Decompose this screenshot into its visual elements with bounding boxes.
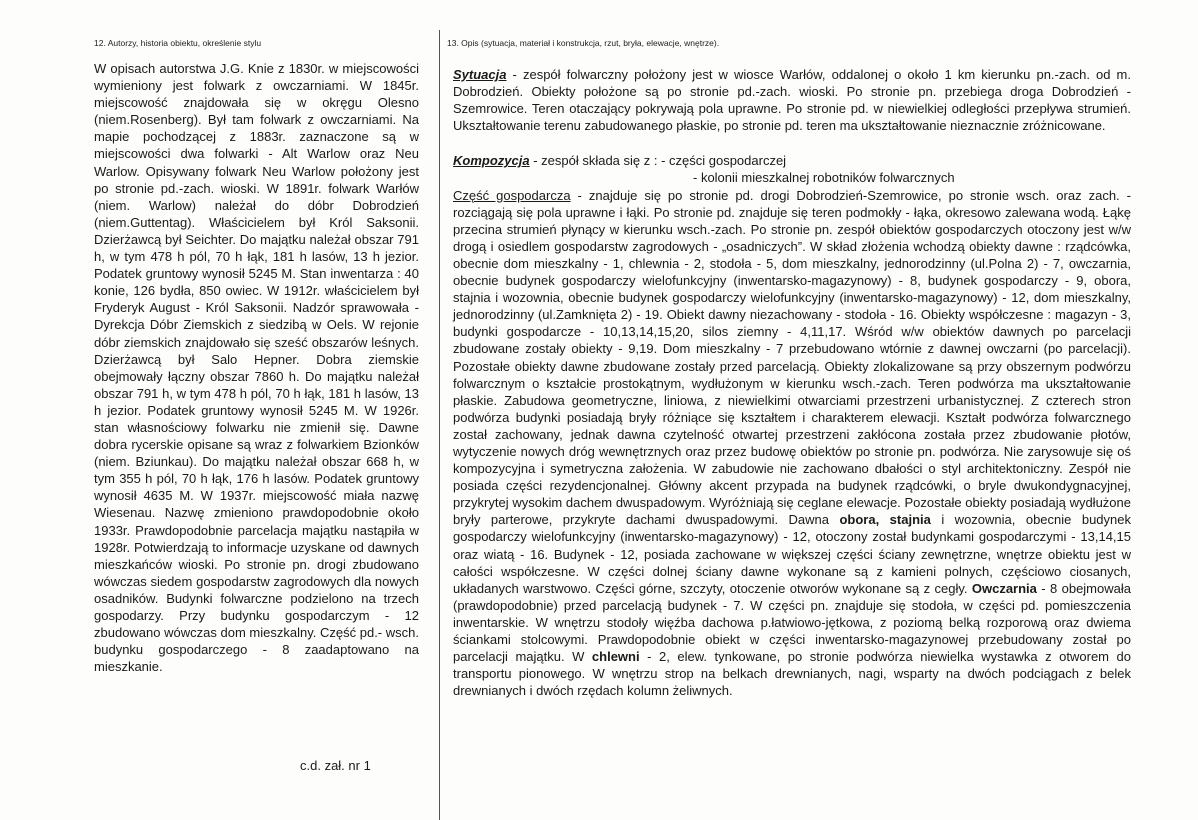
kompozycja-heading: Kompozycja bbox=[453, 153, 530, 169]
obora-stajnia-bold: obora, stajnia bbox=[839, 512, 931, 528]
kompozycja-item-2: - kolonii mieszkalnej robotników folwarcznych bbox=[693, 170, 955, 186]
czesc-text-3: - 8 obejmowała (prawdopodobnie) przed parcelacją budynek - 7. W części pn. znajduje się stodoła, w części pd. pomieszczenia inwentarskie. W wnętrzu stodoły więźba dachowa p.łatwiowo-jętkowa, z poziomą belką rozporową oraz dwiema ściankami stolcowymi. Prawdopodobnie obiekt w części inwentarsko-magazynowej przebudowany został po parcelacji majątku. W bbox=[453, 580, 1131, 665]
kompozycja-intro: - zespół składa się z : - części gospodarczej bbox=[529, 153, 787, 169]
chlewni-bold: chlewni bbox=[591, 649, 640, 665]
czesc-text-1: - znajduje się po stronie pd. drogi Dobrodzień-Szemrowice, po stronie wsch. oraz zach. - rozciągają się pola uprawne i łąki. Po stronie pd. znajduje się teren podmokły - łąka, okresowo zalewana wodą. Łąkę przecina strumień płynący w kierunku wsch.-zach. Po stronie pn. zespół obiektów gospodarczych otoczony jest w/w drogą i osiedlem gospodarstw zagrodowych - „osadniczych”. W skład złożenia wchodzą obiekty dawne : rządcówka, obecnie dom mieszkalny - 1, chlewnia - 2, stodoła - 5, dom mieszkalny, jednorodzinny (ul.Polna 2) - 7, owczarnia, obecnie budynek gospodarczy wielofunkcyjny (inwentarsko-magazynowy) - 8, budynek gospodarczy - 9, obora, stajnia i wozownia, obecnie budynek gospodarczy wielofunkcyjny (inwentarsko-magazynowy) - 12, dom mieszkalny, jednorodzinny (ul.Zamknięta 2) - 19. Obiekt dawny niezachowany - stodoła - 16. Obiekty współczesne : magazyn - 3, budynki gospodarcze - 10,13,14,15,20, silos ziemny - 4,11,17. Wśród w/w obiektów dawnych po parcelacji zbudowane zostały obiekty - 9,19. Dom mieszkalny - 7 przebudowano wtórnie z dawnej owczarni (po parcelacji). Pozostałe obiekty dawne zbudowane zostały przed parcelacją. Obiekty zlokalizowane są przy obszernym podwórzu folwarcznym o kształcie prostokątnym, wydłużonym w kierunku wsch.-zach. Teren podwórza ma ukształtowanie płaskie. Zabudowa geometryczne, liniowa, z niewielkimi otwarciami przestrzeni urbanistycznej. Z czterech stron podwórza budynki posiadają bryły różniące się kształtem i charakterem elewacji. Kształt podwórza folwarcznego został zachowany, jednak dawna czytelność otwartej przestrzeni zakłócona została przez zbudowanie płotów, wytyczenie nowych dróg wewnętrznych oraz przez budowę obiektów po stronie pn. podwórza. Nie zarysowuje się oś kompozycyjna i symetryczna założenia. W zabudowie nie zachowano dbałości o styl architektoniczny. Zespół nie posiada części rezydencjonalnej. Główny akcent przypada na budynek rządcówki, o bryle dwukondygnacyjnej, przykrytej wysokim dachem dwuspadowym. Wyróżniają się ceglane elewacje. Pozostałe obiekty posiadają wydłużone bryły parterowe, przykryte dachami dwuspadowymi. Dawna bbox=[453, 187, 1131, 528]
czesc-text-4: - 2, elew. tynkowane, po stronie podwórza niewielka wystawka z otworem do transportu pionowego. W wnętrzu strop na belkach drewnianych, nagi, wsparty na dwóch podciągach z belek drewnianych i dwóch rzędach kolumn żeliwnych. bbox=[453, 649, 1131, 699]
sytuacja-paragraph bbox=[453, 66, 1131, 134]
continuation-note: c.d. zał. nr 1 bbox=[300, 758, 371, 773]
section-13-header: 13. Opis (sytuacja, materiał i konstrukcja, rzut, bryła, elewacje, wnętrze). bbox=[447, 38, 720, 48]
kompozycja-paragraph bbox=[453, 152, 1131, 169]
description-column bbox=[453, 66, 1131, 699]
column-divider bbox=[439, 30, 440, 820]
czesc-gospodarcza-paragraph bbox=[453, 187, 1131, 700]
section-12-header: 12. Autorzy, historia obiektu, określenie stylu bbox=[94, 38, 262, 48]
sytuacja-text: - zespół folwarczny położony jest w wiosce Warłów, oddalonej o około 1 km kierunku pn.-zach. od m. Dobrodzień. Obiekty położone są po stronie pd.-zach. wioski. Po stronie pn. przebiega droga Dobrodzień - Szemrowice. Teren otaczający pokrywają pola uprawne. Po stronie pd. w niewielkiej odległości przepływa strumień. Ukształtowanie terenu zabudowanego płaskie, po stronie pd. teren ma ukształtowanie nieznacznie zróżnicowane. bbox=[453, 67, 1131, 134]
czesc-text-2: i wozownia, obecnie budynek gospodarczy wielofunkcyjny (inwentarsko-magazynowy) - 12, otoczony został budynkami gospodarczymi - 13,14,15 oraz wiatą - 16. Budynek - 12, posiada zachowane w większej części ściany zewnętrzne, wnętrze obiektu jest w całości współczesne. W części dolnej ściany dawne wykonane są z kamieni polnych, częściowo ciosanych, układanych warstwowo. Części górne, szczyty, otoczenie otworów wykonane są z cegły. bbox=[453, 512, 1131, 596]
owczarnia-bold: Owczarnia bbox=[971, 580, 1037, 596]
czesc-gospodarcza-heading: Część gospodarcza bbox=[453, 187, 571, 203]
history-text: W opisach autorstwa J.G. Knie z 1830r. w miejscowości wymieniony jest folwark z owczarniami. W 1845r. miejscowość znajdowała się w okręgu Olesno (niem.Rosenberg). Był tam folwark z owczarniami. Na mapie pochodzącej z 1883r. zaznaczone są w miejscowości dwa folwarki - Alt Warlow oraz Neu Warlow. Opisywany folwark Neu Warlow położony jest po stronie pd.-zach. wioski. W 1891r. folwark Warłów (niem. Warlow) należał do dóbr Dobrodzień (niem.Guttentag). Właścicielem był Król Saksonii. Dzierżawcą był Seichter. Do majątku należał obszar 791 h, w tym 478 h pól, 70 h łąk, 181 h lasów, 13 h jezior. Podatek gruntowy wynosił 5245 M. Stan inwentarza : 40 konie, 126 bydła, 850 owiec. W 1912r. właścicielem był Fryderyk August - Król Saksonii. Nadzór sprawowała - Dyrekcja Dóbr Ziemskich z siedzibą w Oels. W rejonie dóbr ziemskich znajdowało się sześć obszarów leśnych. Dzierżawcą był Salo Hepner. Dobra ziemskie obejmowały łączny obszar 7860 h. Do majątku należał obszar 791 h, w tym 478 h pól, 70 h łąk, 181 h lasów, 13 h jezior. Podatek gruntowy wynosił 5245 M. W 1926r. stan własnościowy folwarku nie zmienił się. Dawne dobra rycerskie opisane są wraz z folwarkiem Bzionków (niem. Bziunkau). Do majątku należał obszar 668 h, w tym 355 h pól, 70 h łąk, 176 h lasów. Podatek gruntowy wynosił 4635 M. W 1937r. miejscowość miała nazwę Wiesenau. Nazwę zmieniono prawdopodobnie około 1933r. Prawdopodobnie parcelacja majątku nastąpiła w 1928r. Potwierdzają to informacje uzyskane od dawnych mieszkańców wioski. Po stronie pn. drogi zbudowano wówczas siedem gospodarstw zagrodowych dla nowych osadników. Budynki folwarczne podzielono na trzech gospodarzy. Przy budynku gospodarczym - 12 zbudowano wówczas dom mieszkalny. Część pd.- wsch. budynku gospodarczego - 8 zaadaptowano na mieszkanie. bbox=[94, 61, 419, 675]
history-column bbox=[94, 60, 419, 675]
sytuacja-heading: Sytuacja bbox=[453, 67, 507, 82]
